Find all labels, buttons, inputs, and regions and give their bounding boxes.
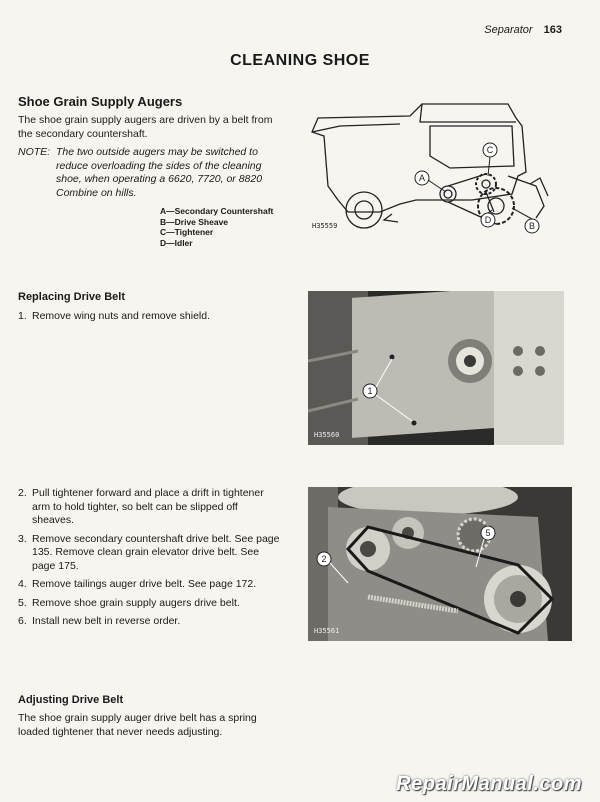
adjusting-heading: Adjusting Drive Belt xyxy=(18,694,124,706)
note-block xyxy=(18,146,282,200)
note-label: NOTE: xyxy=(18,146,51,158)
step-3: 3. Remove secondary countershaft drive belt. See page 135. Remove clean grain elevator drive belt. See page 175. xyxy=(18,532,280,572)
page-title: CLEANING SHOE xyxy=(230,52,370,69)
callout-5: 5 xyxy=(485,528,491,538)
figure-id-h35559: H35559 xyxy=(312,222,338,230)
figure-id-h35560: H35560 xyxy=(314,431,340,439)
callout-a: A xyxy=(418,173,426,183)
callout-2: 2 xyxy=(321,554,327,564)
adjusting-text: The shoe grain supply auger drive belt has a spring loaded tightener that never needs adjusting. xyxy=(18,712,257,738)
replacing-heading: Replacing Drive Belt xyxy=(18,291,125,303)
legend-item-d: D—Idler xyxy=(160,237,193,248)
figure-legend xyxy=(160,206,273,248)
section-name: Separator xyxy=(484,24,533,36)
legend-item-c: C—Tightener xyxy=(160,227,214,237)
step-4: 4. Remove tailings auger drive belt. See page 172. xyxy=(18,578,257,590)
legend-item-a: A—Secondary Countershaft xyxy=(160,206,274,216)
step-5: 5. Remove shoe grain supply augers drive belt. xyxy=(18,596,240,609)
step-list-2 xyxy=(18,487,282,634)
note-text: The two outside augers may be switched to reduce overloading the sides of the cleaning shoe, when operating a 6620, 7720, or 8820 Combine on hills. xyxy=(56,146,263,199)
shield-photo xyxy=(308,291,564,445)
callout-1: 1 xyxy=(367,386,373,396)
page-number: 163 xyxy=(543,24,562,36)
callout-c: C xyxy=(486,145,494,155)
supply-augers-intro: The shoe grain supply augers are driven by a belt from the secondary countershaft. xyxy=(18,114,273,140)
belt-drive-photo xyxy=(308,487,572,641)
watermark: RepairManual.com xyxy=(396,773,582,795)
figure-id-h35561: H35561 xyxy=(314,627,340,635)
callout-b: B xyxy=(528,221,536,231)
page-header xyxy=(484,24,562,36)
step-2: 2. Pull tightener forward and place a drift in tightener arm to hold tighter, so belt can be slipped off sheaves. xyxy=(18,487,264,526)
combine-line-drawing xyxy=(300,96,572,236)
supply-augers-heading: Shoe Grain Supply Augers xyxy=(18,94,183,109)
callout-d: D xyxy=(484,215,492,225)
step-6: 6. Install new belt in reverse order. xyxy=(18,615,181,627)
legend-item-b: B—Drive Sheave xyxy=(160,216,229,227)
step-list-1 xyxy=(18,310,282,329)
step-1: 1. Remove wing nuts and remove shield. xyxy=(18,310,211,322)
